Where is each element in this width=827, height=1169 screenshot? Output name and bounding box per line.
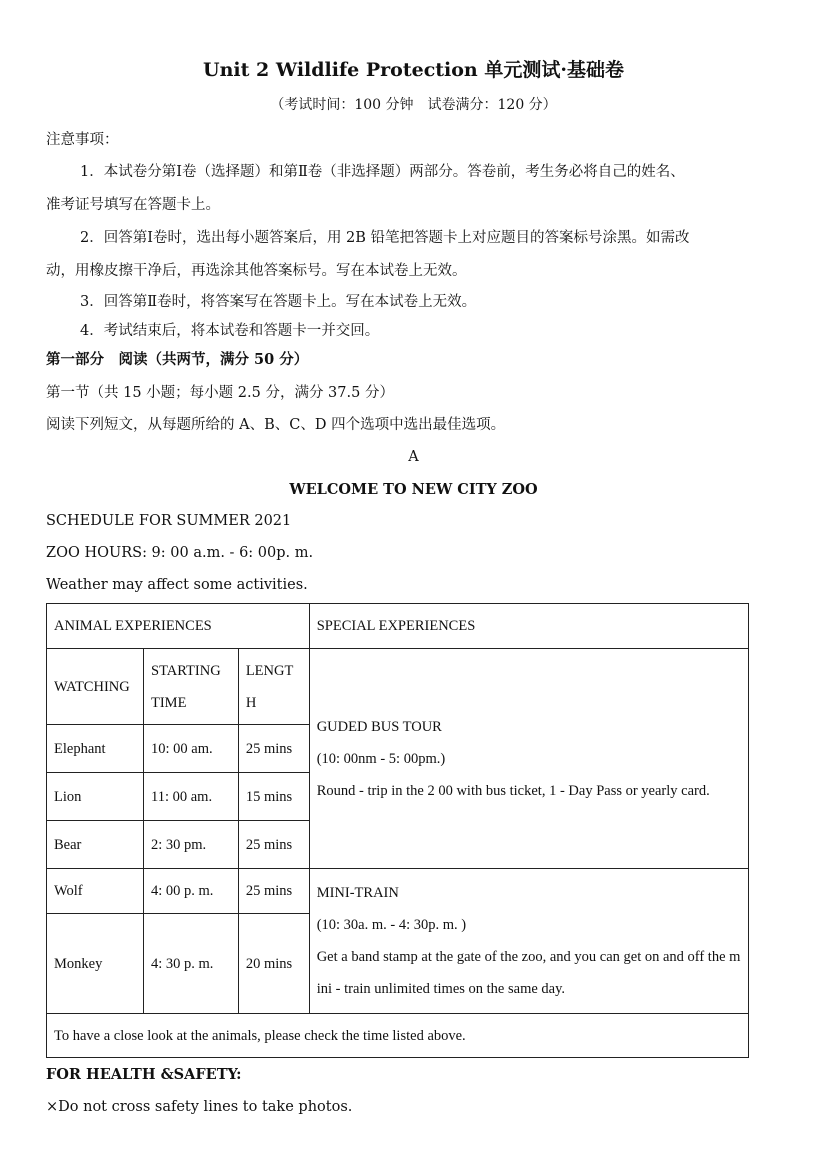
start-time: 4: 00 p. m. (144, 869, 239, 914)
start-time: 4: 30 p. m. (144, 914, 239, 1014)
guided-bus-tour-cell (309, 649, 748, 869)
mini-train-title: MINI-TRAIN (316, 885, 399, 901)
animal-name: Monkey (47, 914, 144, 1014)
mini-train-desc: Get a band stamp at the gate of the zoo, and you can get on and off the mini - train unlimited times on the same day. (316, 949, 741, 997)
table-footer-note: To have a close look at the animals, please check the time listed above. (47, 1014, 749, 1058)
animal-name: Wolf (47, 869, 144, 914)
note-item: 2．回答第Ⅰ卷时，选出每小题答案后，用 2B 铅笔把答题卡上对应题目的答案标号涂黑。如需改 (80, 230, 690, 246)
animal-name: Bear (47, 821, 144, 869)
note-item: 准考证号填写在答题卡上。 (46, 197, 220, 213)
notes-heading: 注意事项： (46, 132, 119, 148)
exam-info: （考试时间：100 分钟 试卷满分：120 分） (270, 97, 557, 113)
schedule-line: SCHEDULE FOR SUMMER 2021 (46, 513, 292, 529)
start-time: 2: 30 pm. (144, 821, 239, 869)
duration: 25 mins (238, 821, 309, 869)
special-experiences-header: SPECIAL EXPERIENCES (309, 604, 748, 649)
duration: 25 mins (238, 725, 309, 773)
mini-train-cell (309, 869, 748, 1014)
duration: 15 mins (238, 773, 309, 821)
safety-rule: ×Do not cross safety lines to take photos. (46, 1099, 353, 1115)
starting-time-header: STARTING TIME (144, 649, 239, 725)
note-item: 3．回答第Ⅱ卷时，将答案写在答题卡上。写在本试卷上无效。 (80, 294, 477, 310)
note-item: 4．考试结束后，将本试卷和答题卡一并交回。 (80, 323, 380, 339)
watching-header: WATCHING (47, 649, 144, 725)
duration: 25 mins (238, 869, 309, 914)
bus-tour-desc: Round - trip in the 2 00 with bus ticket, 1 - Day Pass or yearly card. (316, 782, 710, 799)
weather-note: Weather may affect some activities. (46, 577, 308, 593)
schedule-table (46, 603, 749, 1058)
animal-experiences-header: ANIMAL EXPERIENCES (47, 604, 310, 649)
page-title: Unit 2 Wildlife Protection 单元测试·基础卷 (203, 59, 624, 81)
start-time: 11: 00 am. (144, 773, 239, 821)
zoo-hours: ZOO HOURS: 9: 00 a.m. - 6: 00p. m. (46, 545, 314, 561)
animal-name: Lion (47, 773, 144, 821)
part-heading: 第一部分 阅读（共两节，满分 50 分） (46, 351, 309, 368)
section-heading: 第一节（共 15 小题；每小题 2.5 分，满分 37.5 分） (46, 385, 394, 401)
health-safety-heading: FOR HEALTH &SAFETY: (46, 1066, 242, 1083)
bus-tour-time: (10: 00nm - 5: 00pm.) (316, 750, 446, 767)
bus-tour-title: GUDED BUS TOUR (316, 718, 442, 735)
duration: 20 mins (238, 914, 309, 1014)
table-row (47, 869, 749, 914)
animal-name: Elephant (47, 725, 144, 773)
start-time: 10: 00 am. (144, 725, 239, 773)
note-item: 1．本试卷分第Ⅰ卷（选择题）和第Ⅱ卷（非选择题）两部分。答卷前，考生务必将自己的姓名、 (80, 164, 685, 180)
note-item: 动，用橡皮擦干净后，再选涂其他答案标号。写在本试卷上无效。 (46, 263, 467, 279)
mini-train-time: (10: 30a. m. - 4: 30p. m. ) (316, 917, 467, 933)
instruction: 阅读下列短文，从每题所给的 A、B、C、D 四个选项中选出最佳选项。 (46, 417, 506, 433)
passage-label: A (408, 449, 419, 465)
passage-title: WELCOME TO NEW CITY ZOO (289, 481, 538, 498)
length-header: LENGTH (238, 649, 309, 725)
